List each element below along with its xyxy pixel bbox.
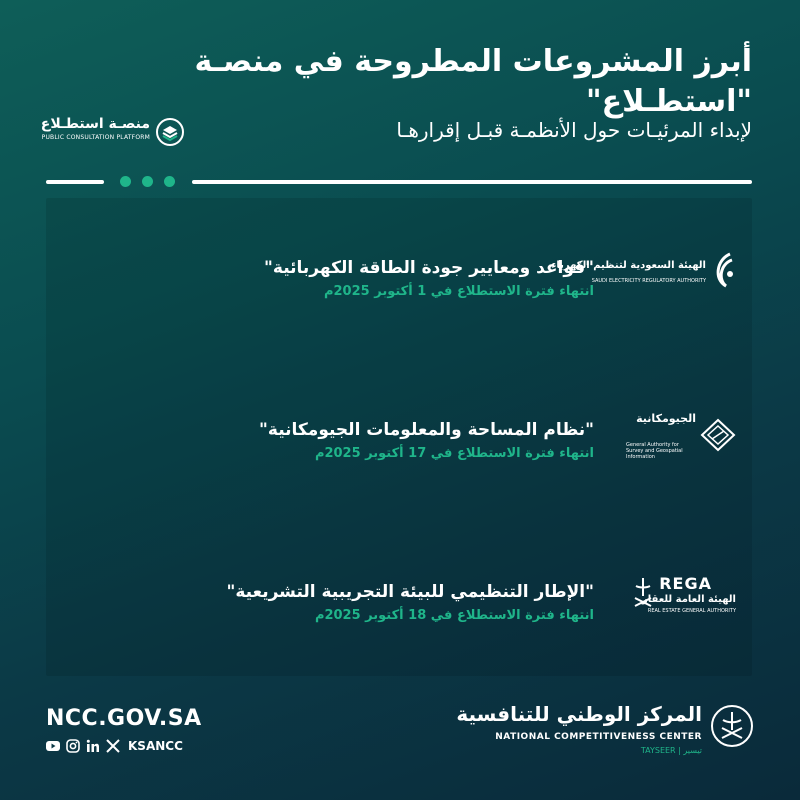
linkedin-icon[interactable]	[86, 739, 100, 753]
sera-name-ar: الهيئة السعودية لتنظيم الكهرباء	[551, 260, 706, 271]
project-item	[60, 256, 750, 326]
sera-name-en: SAUDI ELECTRICITY REGULATORY AUTHORITY	[591, 278, 706, 284]
x-icon[interactable]	[106, 739, 120, 753]
ncc-emblem-icon	[710, 704, 754, 748]
platform-logo	[40, 116, 184, 148]
rega-logo	[616, 574, 736, 630]
platform-name-en: PUBLIC CONSULTATION PLATFORM	[41, 134, 150, 141]
divider-dot	[164, 176, 175, 187]
layers-icon	[156, 118, 184, 146]
geospatial-logo	[616, 412, 736, 468]
project-date: انتهاء فترة الاستطلاع في 1 أكتوبر 2025م	[323, 284, 594, 299]
sera-emblem-icon	[710, 250, 736, 290]
social-handle[interactable]: KSANCC	[128, 739, 183, 753]
divider-dot	[120, 176, 131, 187]
ncc-name-en: NATIONAL COMPETITIVENESS CENTER	[495, 732, 702, 742]
platform-name-ar: منصـة استطـلاع	[40, 116, 150, 132]
project-title: "نظام المساحة والمعلومات الجيومكانية"	[259, 420, 594, 440]
project-item	[60, 574, 750, 650]
ncc-name-ar: المركز الوطني للتنافسية	[456, 702, 702, 726]
instagram-icon[interactable]	[66, 739, 80, 753]
rega-name-en: REAL ESTATE GENERAL AUTHORITY	[647, 608, 736, 614]
page-subtitle: لإبداء المرئيـات حول الأنظمـة قبـل إقرارهـا	[396, 118, 752, 142]
social-links	[46, 738, 183, 754]
project-title: "قواعد ومعايير جودة الطاقة الكهربائية"	[264, 258, 594, 278]
rega-name-ar: الهيئة العامة للعقار	[641, 594, 736, 605]
geospatial-name-en: General Authority for Survey and Geospatial Information	[626, 442, 683, 460]
website-link[interactable]: NCC.GOV.SA	[46, 706, 202, 731]
divider-dots	[120, 176, 180, 188]
divider-right	[192, 180, 752, 184]
project-date: انتهاء فترة الاستطلاع في 18 أكتوبر 2025م	[314, 608, 594, 623]
project-item	[60, 412, 750, 488]
youtube-icon[interactable]	[46, 739, 60, 753]
ncc-logo	[456, 702, 754, 762]
ncc-tagline: TAYSEER | تيسير	[640, 746, 702, 755]
divider-left	[46, 180, 104, 184]
divider-dot	[142, 176, 153, 187]
rega-brand: REGA	[659, 574, 712, 593]
geospatial-emblem-icon	[700, 418, 736, 452]
sera-logo	[551, 250, 736, 306]
project-title: "الإطار التنظيمي للبيئة التجريبية التشريعية"	[226, 582, 594, 602]
page-title: أبرز المشروعات المطروحة في منصـة "استطـلاع"	[194, 44, 752, 119]
geospatial-name-ar: الجيومكانية	[636, 412, 696, 425]
project-date: انتهاء فترة الاستطلاع في 17 أكتوبر 2025م	[314, 446, 594, 461]
